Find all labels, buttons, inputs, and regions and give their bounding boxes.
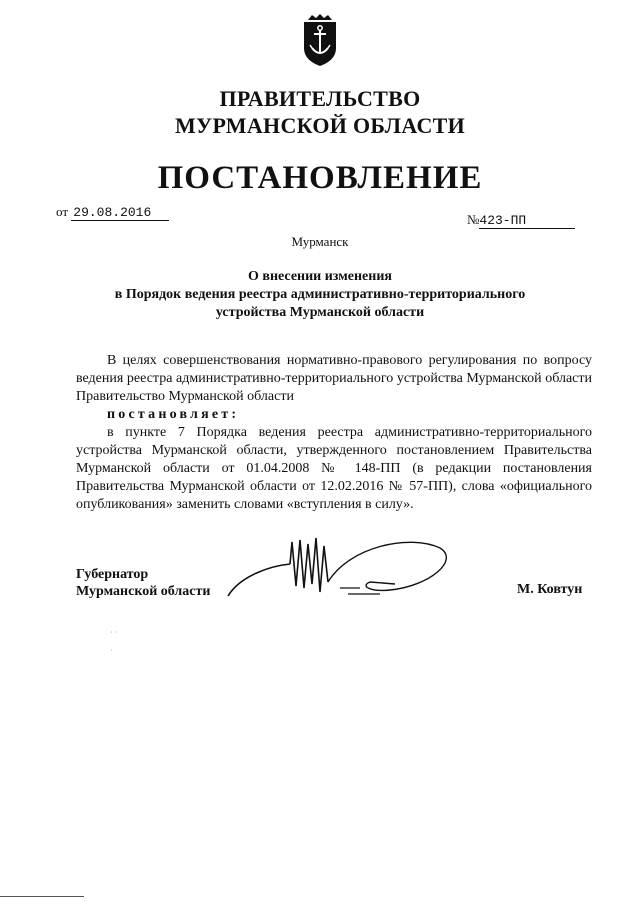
document-number xyxy=(467,212,575,229)
date-prefix: от xyxy=(56,204,69,219)
resolution-paragraph: в пункте 7 Порядка ведения реестра административно-территориального устройства Мурманской области, утвержденного постановлением Правительства Мурманской области от 01.04.2008 № 148-ПП (в редакции постановления Правительства Мурманской области от 12.02.2016 № 57-ПП), слова «официального опубликования» заменить словами «вступления в силу». xyxy=(76,425,592,512)
number-value: 423-ПП xyxy=(479,213,575,229)
document-body xyxy=(76,352,592,514)
preamble-paragraph: В целях совершенствования нормативно-правового регулирования по вопросу ведения реестра административно-территориального устройства Мурманской области Правительство Мурманской области xyxy=(76,353,592,404)
government-name-line1: ПРАВИТЕЛЬСТВО xyxy=(219,86,421,111)
date-value: 29.08.2016 xyxy=(71,205,169,221)
document-date xyxy=(56,204,169,221)
city-name: Мурманск xyxy=(291,234,349,249)
document-subject xyxy=(60,268,580,322)
subject-line2: в Порядок ведения реестра административно-территориального xyxy=(114,287,526,302)
government-name-line2: МУРМАНСКОЙ ОБЛАСТИ xyxy=(174,113,466,138)
footer-divider xyxy=(0,896,84,897)
document-type-title: ПОСТАНОВЛЕНИЕ xyxy=(157,160,483,196)
coat-of-arms-icon xyxy=(300,14,340,66)
signatory-title-line2: Мурманской области xyxy=(76,584,211,599)
resolves-label: постановляет: xyxy=(107,407,240,422)
scan-specks: · · · xyxy=(110,628,118,655)
signatory-title-line1: Губернатор xyxy=(76,567,149,582)
subject-line1: О внесении изменения xyxy=(248,269,392,284)
number-prefix: № xyxy=(467,212,480,227)
signatory-title xyxy=(76,566,210,600)
subject-line3: устройства Мурманской области xyxy=(215,305,425,320)
handwritten-signature xyxy=(220,536,460,606)
signatory-name: М. Ковтун xyxy=(517,582,583,597)
